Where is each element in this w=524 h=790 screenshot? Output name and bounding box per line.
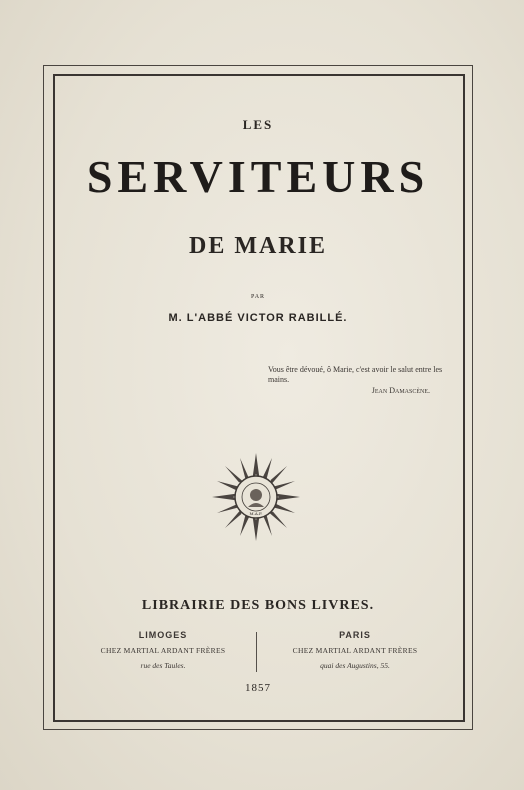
imprint-address: quai des Augustins, 55. <box>320 661 390 670</box>
publisher-seal-icon <box>211 452 301 542</box>
imprint-house: CHEZ MARTIAL ARDANT FRÈRES <box>292 646 418 655</box>
book-subtitle: DE MARIE <box>188 233 327 259</box>
imprint-divider <box>256 632 257 672</box>
seal-monogram: M.A.F. <box>249 511 263 516</box>
title-article: LES <box>242 117 274 132</box>
author-name: M. L'ABBÉ VICTOR RABILLÉ. <box>168 312 348 324</box>
imprint-paris <box>270 630 440 670</box>
imprint-address: rue des Taules. <box>140 661 186 670</box>
imprint-limoges <box>78 630 248 670</box>
imprint-city: PARIS <box>339 630 371 640</box>
by-label: PAR <box>250 294 266 300</box>
imprint-city: LIMOGES <box>138 630 188 640</box>
publication-year: 1857 <box>245 682 271 694</box>
epigraph <box>268 365 448 396</box>
publisher-name: LIBRAIRIE DES BONS LIVRES. <box>141 598 375 613</box>
book-title: SERVITEURS <box>86 151 430 202</box>
imprint-house: CHEZ MARTIAL ARDANT FRÈRES <box>100 646 226 655</box>
epigraph-text: Vous être dévoué, ô Marie, c'est avoir le salut entre les mains. <box>268 365 443 384</box>
epigraph-source: Jean Damascène. <box>371 386 430 395</box>
